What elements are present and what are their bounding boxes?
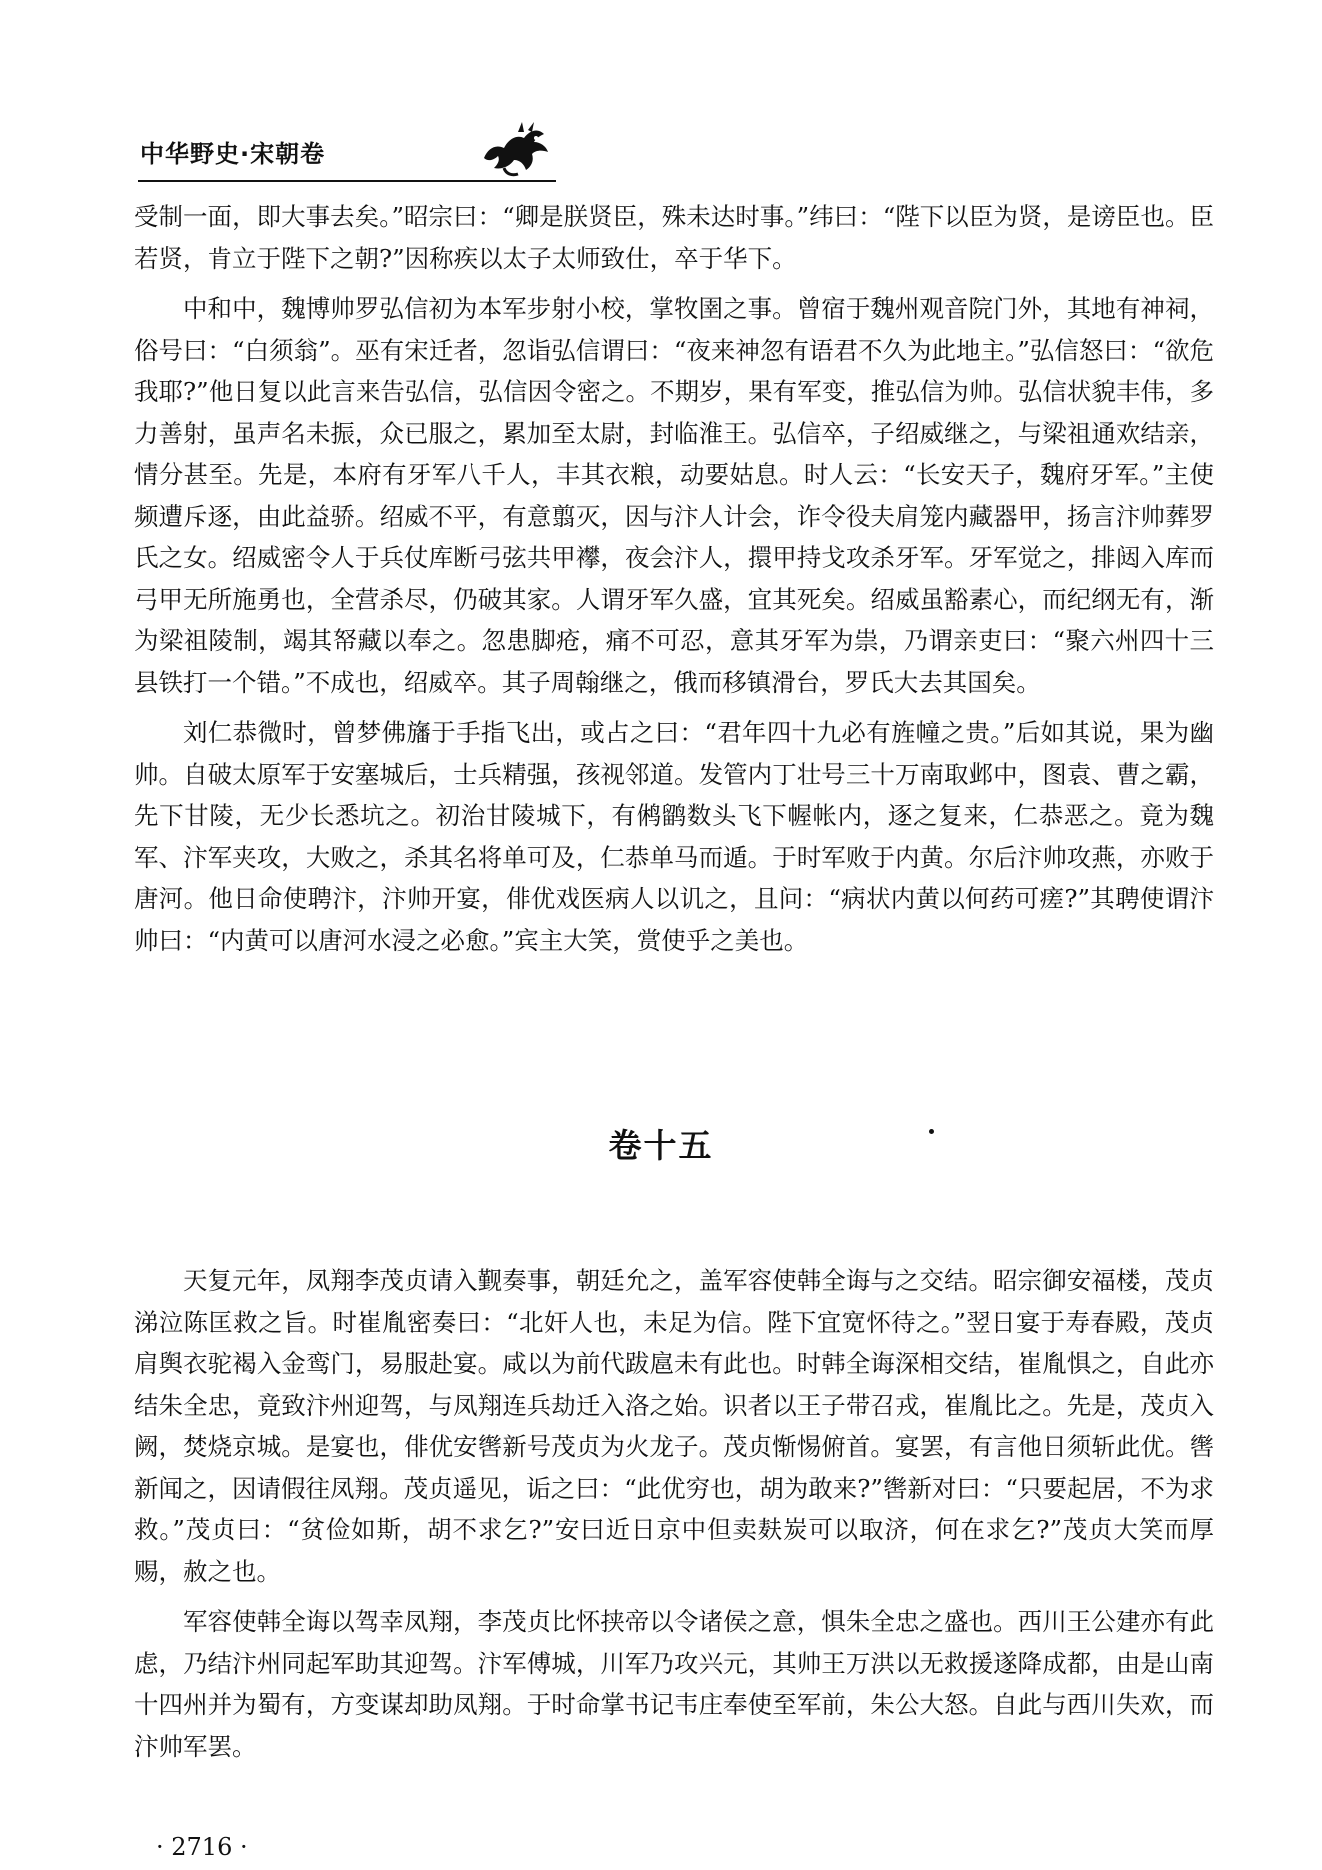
- dragon-icon: [474, 118, 554, 178]
- running-header: [138, 118, 556, 188]
- page-number: · 2716 ·: [156, 1833, 248, 1861]
- paragraph: 军容使韩全诲以驾幸凤翔，李茂贞比怀挟帝以令诸侯之意，惧朱全忠之盛也。西川王公建亦有此虑，乃结汴州同起军助其迎驾。汴军傅城，川军乃攻兴元，其帅王万洪以无救援遂降成都，由是山南十四州并为蜀有，方变谋却助凤翔。于时命掌书记韦庄奉使至军前，朱公大怒。自此与西川失欢，而汴帅军罢。: [134, 1607, 1214, 1761]
- chapter-title: 卷十五: [608, 1126, 714, 1165]
- paragraph: 中和中，魏博帅罗弘信初为本军步射小校，掌牧圉之事。曾宿于魏州观音院门外，其地有神祠，俗号曰：“白须翁”。巫有宋迁者，忽诣弘信谓曰：“夜来神忽有语君不久为此地主。”弘信怒曰：“欲危我耶?”他日复以此言来告弘信，弘信因令密之。不期岁，果有军变，推弘信为帅。弘信状貌丰伟，多力善射，虽声名未振，众已服之，累加至太尉，封临淮王。弘信卒，子绍威继之，与梁祖通欢结亲，情分甚至。先是，本府有牙军八千人，丰其衣粮，动要姑息。时人云：“长安天子，魏府牙军。”主使频遭斥逐，由此益骄。绍威不平，有意翦灭，因与汴人计会，诈令役夫肩笼内藏器甲，扬言汴帅葬罗氏之女。绍威密令人于兵仗库断弓弦共甲襻，夜会汴人，擐甲持戈攻杀牙军。牙军觉之，排闼入库而弓甲无所施勇也，全营杀尽，仍破其家。人谓牙军久盛，宜其死矣。绍威虽豁素心，而纪纲无有，渐为梁祖陵制，竭其帑藏以奉之。忽患脚疮，痛不可忍，意其牙军为祟，乃谓亲吏曰：“聚六州四十三县铁打一个错。”不成也，绍威卒。其子周翰继之，俄而移镇滑台，罗氏大去其国矣。: [134, 294, 1214, 697]
- paragraph: 刘仁恭微时，曾梦佛旛于手指飞出，或占之曰：“君年四十九必有旌幢之贵。”后如其说，果为幽帅。自破太原军于安塞城后，士兵精强，孩视邻道。发管内丁壮号三十万南取邺中，图袁、曹之霸，先下甘陵，无少长悉坑之。初治甘陵城下，有鸺鹠数头飞下幄帐内，逐之复来，仁恭恶之。竟为魏军、汴军夹攻，大败之，杀其名将单可及，仁恭单马而遁。于时军败于内黄。尔后汴帅攻燕，亦败于唐河。他日命使聘汴，汴帅开宴，俳优戏医病人以讥之，且问：“病状内黄以何药可瘥?”其聘使谓汴帅曰：“内黄可以唐河水浸之必愈。”宾主大笑，赏使乎之美也。: [134, 718, 1214, 955]
- header-rule: [138, 180, 556, 182]
- paragraph: 受制一面，即大事去矣。”昭宗曰：“卿是朕贤臣，殊未达时事。”纬曰：“陛下以臣为贤，是谤臣也。臣若贤，肯立于陛下之朝?”因称疾以太子太师致仕，卒于华下。: [134, 202, 1214, 273]
- book-title: 中华野史·宋朝卷: [140, 140, 326, 168]
- text-block-after: [134, 1260, 1214, 1776]
- paragraph: 天复元年，凤翔李茂贞请入觐奏事，朝廷允之，盖军容使韩全诲与之交结。昭宗御安福楼，茂贞涕泣陈匡救之旨。时崔胤密奏曰：“北奸人也，未足为信。陛下宜宽怀待之。”翌日宴于寿春殿，茂贞肩舆衣驼褐入金鸾门，易服赴宴。咸以为前代跋扈未有此也。时韩全诲深相交结，崔胤惧之，自此亦结朱全忠，竟致汴州迎驾，与凤翔连兵劫迁入洛之始。识者以王子带召戎，崔胤比之。先是，茂贞入阙，焚烧京城。是宴也，俳优安辔新号茂贞为火龙子。茂贞惭惕俯首。宴罢，有言他日须斩此优。辔新闻之，因请假往凤翔。茂贞遥见，诟之曰：“此优穷也，胡为敢来?”辔新对曰：“只要起居，不为求救。”茂贞曰：“贫俭如斯，胡不求乞?”安曰近日京中但卖麸炭可以取济，何在求乞?”茂贞大笑而厚赐，赦之也。: [134, 1266, 1214, 1586]
- text-block-before: [134, 196, 1214, 970]
